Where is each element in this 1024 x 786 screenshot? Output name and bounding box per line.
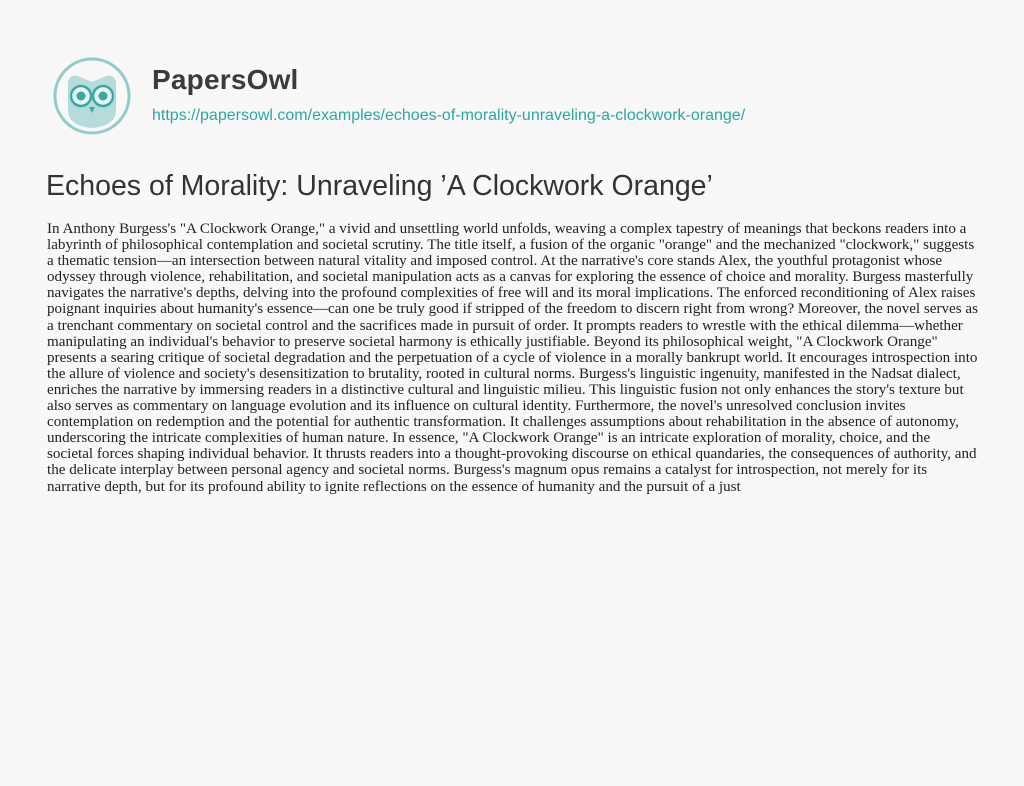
- essay-body-text: In Anthony Burgess's "A Clockwork Orange," a vivid and unsettling world unfolds, weaving a complex tapestry of meanings that beckons readers into a labyrinth of philosophical contemplation and societal scrutiny. The title itself, a fusion of the organic "orange" and the mechanized "clockwork," suggests a thematic tension—an intersection between natural vitality and imposed control. At the narrative's core stands Alex, the youthful protagonist whose odyssey through violence, rehabilitation, and societal manipulation acts as a canvas for exploring the essence of choice and morality. Burgess masterfully navigates the narrative's depths, delving into the profound complexities of free will and its moral implications. The enforced reconditioning of Alex raises poignant inquiries about humanity's essence—can one be truly good if stripped of the freedom to discern right from wrong? Moreover, the novel serves as a trenchant commentary on societal control and the sacrifices made in pursuit of order. It prompts readers to wrestle with the ethical dilemma—whether manipulating an individual's behavior to preserve societal harmony is ethically justifiable. Beyond its philosophical weight, "A Clockwork Orange" presents a searing critique of societal degradation and the perpetuation of a cycle of violence in a morally bankrupt world. It encourages introspection into the allure of violence and society's desensitization to brutality, rooted in cultural norms. Burgess's linguistic ingenuity, manifested in the Nadsat dialect, enriches the narrative by immersing readers in a distinctive cultural and linguistic milieu. This linguistic fusion not only enhances the story's texture but also serves as commentary on language evolution and its influence on cultural identity. Furthermore, the novel's unresolved conclusion invites contemplation on redemption and the potential for authentic transformation. It challenges assumptions about rehabilitation in the absence of autonomy, underscoring the intricate complexities of human nature. In essence, "A Clockwork Orange" is an intricate exploration of morality, choice, and the societal forces shaping individual behavior. It thrusts readers into a thought-provoking discourse on ethical quandaries, the consequences of authority, and the delicate interplay between personal agency and societal norms. Burgess's magnum opus remains a catalyst for introspection, not merely for its narrative depth, but for its profound ability to ignite reflections on the essence of humanity and the pursuit of a just: [47, 221, 978, 495]
- owl-logo-icon[interactable]: [48, 52, 136, 140]
- brand-name[interactable]: PapersOwl: [152, 64, 299, 95]
- source-url-link[interactable]: https://papersowl.com/examples/echoes-of-morality-unraveling-a-clockwork-orange/: [152, 107, 746, 124]
- page-title: Echoes of Morality: Unraveling ’A Clockwork Orange’: [46, 170, 713, 202]
